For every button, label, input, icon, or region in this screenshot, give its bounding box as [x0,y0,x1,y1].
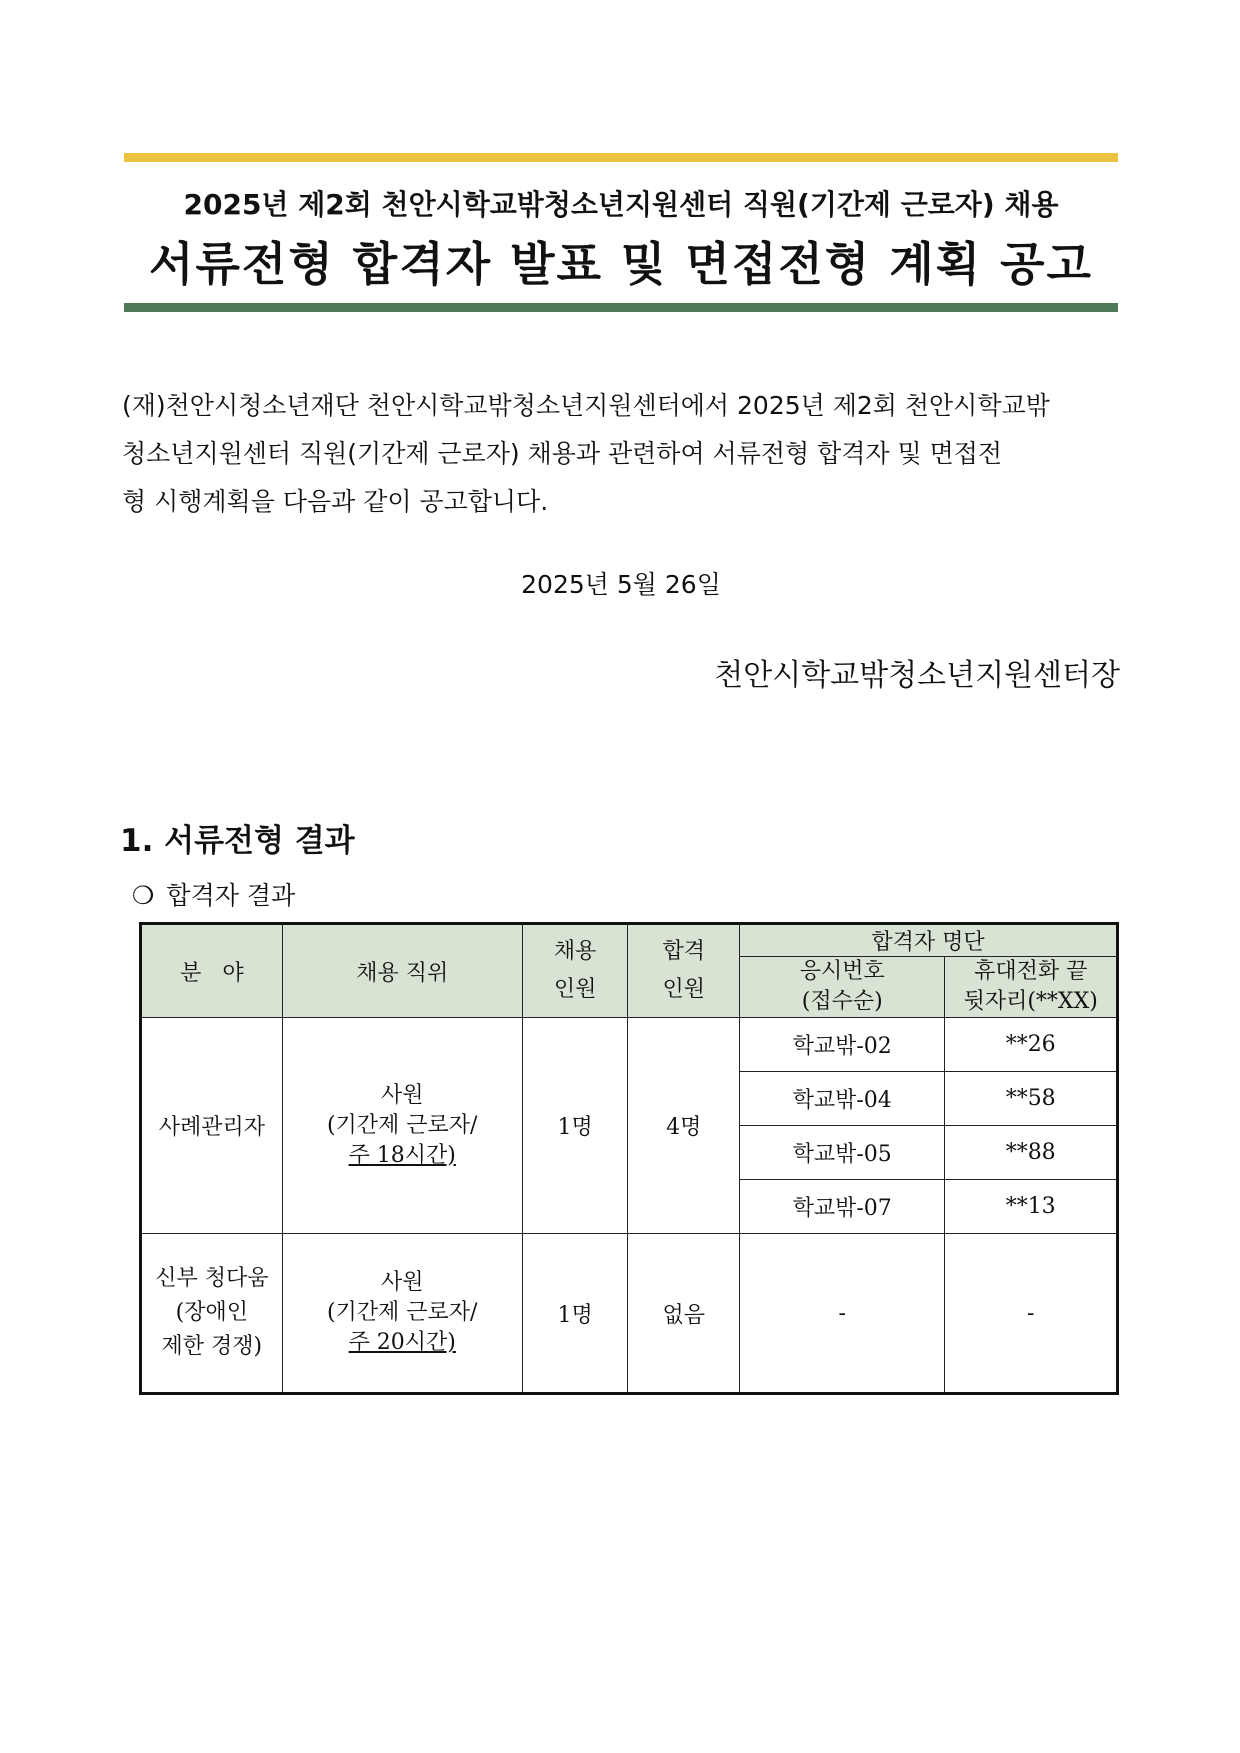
header-phone-digits: 휴대전화 끝 뒷자리(**XX) [945,957,1118,1018]
exam-number-cell: 학교밖-04 [740,1072,945,1126]
header-position: 채용 직위 [282,924,522,1018]
circle-bullet-icon: ❍ [132,881,155,910]
pass-count-cell: 4명 [628,1018,740,1234]
pass-count-cell: 없음 [628,1234,740,1394]
bullet-item [132,876,295,912]
hire-count-cell: 1명 [522,1018,628,1234]
result-table [139,922,1119,1395]
header-pass-count: 합격 인원 [628,924,740,1018]
header-exam-number: 응시번호 (접수순) [740,957,945,1018]
notice-subtitle: 2025년 제2회 천안시학교밖청소년지원센터 직원(기간제 근로자) 채용 [183,188,1059,221]
header-hire-count: 채용 인원 [522,924,628,1018]
intro-line: 청소년지원센터 직원(기간제 근로자) 채용과 관련하여 서류전형 합격자 및 면접전 [122,439,1003,468]
exam-number-cell: 학교밖-05 [740,1126,945,1180]
field-cell: 사례관리자 [141,1018,283,1234]
phone-digits-cell: **58 [945,1072,1118,1126]
bottom-accent-bar [124,303,1118,312]
section-title: 1. 서류전형 결과 [120,823,355,859]
exam-number-cell: 학교밖-07 [740,1180,945,1234]
position-cell: 사원 (기간제 근로자/ 주 18시간) [282,1018,522,1234]
phone-digits-cell: **13 [945,1180,1118,1234]
hire-count-cell: 1명 [522,1234,628,1394]
exam-number-cell: - [740,1234,945,1394]
position-cell: 사원 (기간제 근로자/ 주 20시간) [282,1234,522,1394]
notice-title: 서류전형 합격자 발표 및 면접전형 계획 공고 [149,237,1093,291]
exam-number-cell: 학교밖-02 [740,1018,945,1072]
signer: 천안시학교밖청소년지원센터장 [714,658,1120,693]
intro-paragraph [122,382,1122,526]
top-accent-bar [124,153,1118,162]
notice-date: 2025년 5월 26일 [521,570,721,599]
header-passer-list: 합격자 명단 [740,924,1118,957]
field-cell: 신부 청다움 (장애인 제한 경쟁) [141,1234,283,1394]
table-row [141,1018,1118,1072]
phone-digits-cell: - [945,1234,1118,1394]
intro-line: 형 시행계획을 다음과 같이 공고합니다. [122,487,549,516]
table-row [141,1234,1118,1394]
intro-line: (재)천안시청소년재단 천안시학교밖청소년지원센터에서 2025년 제2회 천안시학교밖 [122,391,1050,420]
header-field: 분 야 [141,924,283,1018]
phone-digits-cell: **88 [945,1126,1118,1180]
phone-digits-cell: **26 [945,1018,1118,1072]
bullet-label: 합격자 결과 [166,881,296,910]
